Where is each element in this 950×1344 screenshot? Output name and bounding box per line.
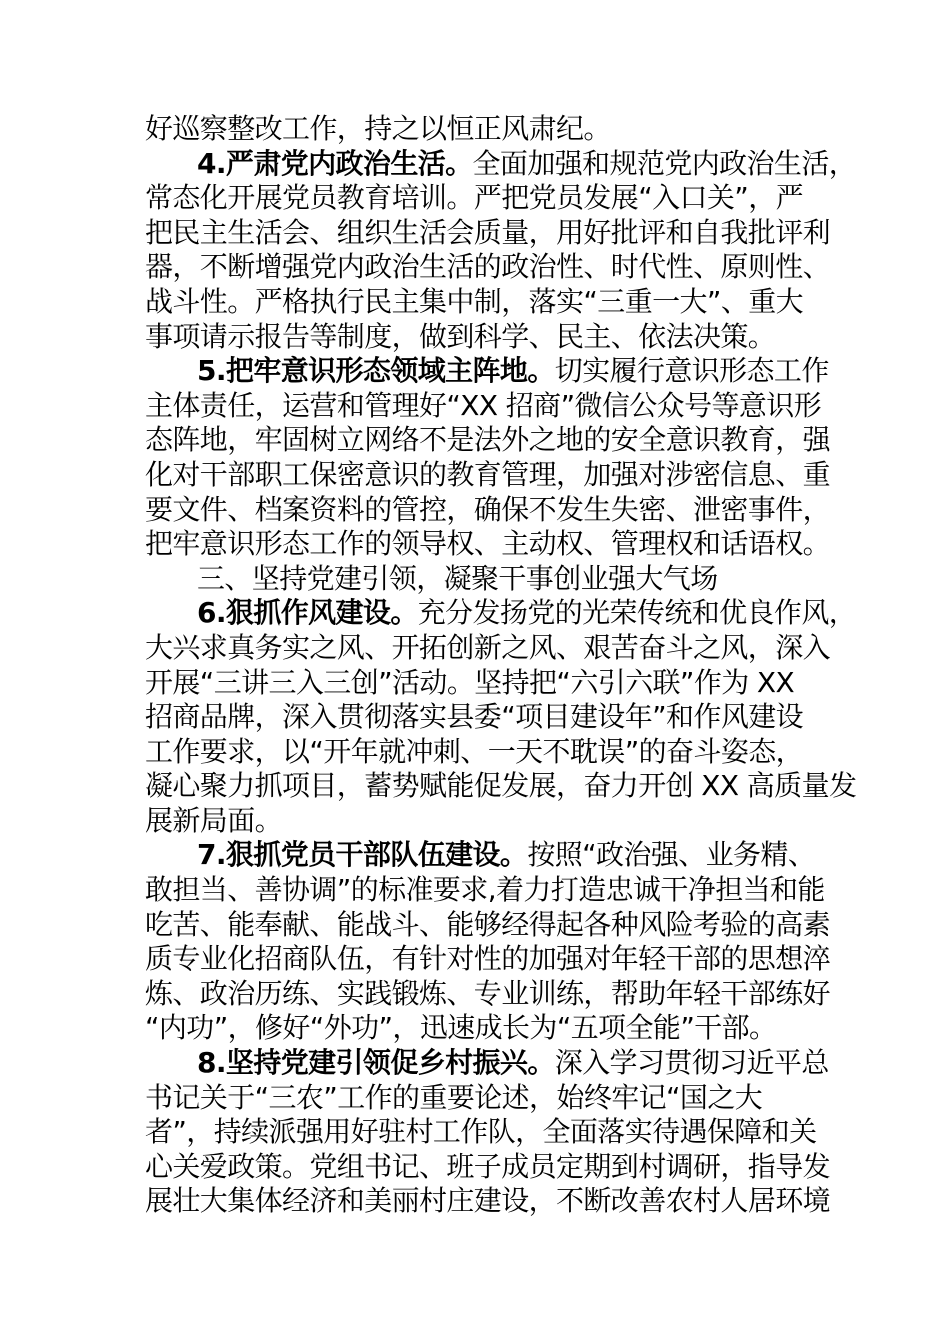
paragraph-line [145, 181, 825, 216]
chapter-heading-line [145, 562, 825, 597]
line-text: 好巡察整改工作，持之以恒正风肃纪。 [145, 112, 611, 145]
line-text: 常态化开展党员教育培训。严把党员发展“入口关”，严 [145, 181, 804, 215]
section-heading-line [145, 596, 857, 631]
line-text: 者”，持续派强用好驻村工作队，全面落实待遇保障和关 [145, 1115, 817, 1149]
line-text: 化对干部职工保密意识的教育管理，加强对涉密信息、重 [145, 457, 831, 491]
line-text: 吃苦、能奉献、能战斗、能够经得起各种风险考验的高素 [145, 907, 831, 941]
line-text: 器，不断增强党内政治生活的政治性、时代性、原则性、 [145, 250, 831, 284]
line-text: 全面加强和规范党内政治生活， [472, 146, 857, 180]
line-text: 炼、政治历练、实践锻炼、专业训练，帮助年轻干部练好 [145, 976, 831, 1010]
paragraph-line [145, 804, 825, 839]
paragraph-line [145, 769, 857, 804]
paragraph-line [145, 1149, 831, 1185]
paragraph-line [145, 1184, 831, 1219]
section-heading-line [145, 838, 825, 873]
line-text: 质专业化招商队伍，有针对性的加强对年轻干部的思想淬 [145, 942, 831, 976]
paragraph-line [145, 389, 825, 424]
paragraph-line [145, 457, 831, 493]
paragraph-line [145, 700, 825, 735]
line-text: 态阵地，牢固树立网络不是法外之地的安全意识教育，强 [145, 423, 831, 457]
line-text: “内功”，修好“外功”，迅速成长为“五项全能”干部。 [145, 1011, 777, 1045]
line-text: 事项请示报告等制度，做到科学、民主、依法决策。 [145, 319, 776, 353]
paragraph-line [145, 1115, 825, 1150]
line-text: 凝心聚力抓项目，蓄势赋能促发展，奋力开创 XX 高质量发 [145, 769, 857, 803]
line-text: 切实履行意识形态工作 [554, 354, 829, 388]
line-text: 工作要求，以“开年就冲刺、一天不耽误”的奋斗姿态， [145, 734, 804, 768]
bold-heading: 7.狠抓党员干部队伍建设。 [197, 838, 528, 872]
bold-heading: 6.狠抓作风建设。 [197, 596, 418, 630]
line-text: 要文件、档案资料的管控，确保不发生失密、泄密事件， [145, 492, 831, 526]
paragraph-line [145, 492, 831, 528]
bold-heading: 8.坚持党建引领促乡村振兴。 [197, 1046, 555, 1080]
line-text: 把牢意识形态工作的领导权、主动权、管理权和话语权。 [145, 527, 831, 561]
paragraph-line [145, 320, 825, 355]
bold-heading: 4.严肃党内政治生活。 [197, 146, 473, 180]
line-text: 敢担当、善协调”的标准要求,着力打造忠诚干净担当和能 [145, 873, 825, 907]
paragraph-line [145, 666, 825, 701]
line-text: 展壮大集体经济和美丽村庄建设，不断改善农村人居环境 [145, 1184, 831, 1218]
paragraph-line [145, 942, 831, 977]
paragraph-line [145, 976, 831, 1012]
line-text: 开展“三讲三入三创”活动。坚持把“六引六联”作为 XX [145, 665, 795, 699]
line-text: 心关爱政策。党组书记、班子成员定期到村调研，指导发 [145, 1149, 831, 1183]
paragraph-line [145, 285, 825, 320]
paragraph-line [145, 1081, 825, 1116]
paragraph-line [145, 873, 825, 908]
paragraph-line [145, 215, 831, 251]
paragraph-line [145, 112, 825, 147]
line-text: 战斗性。严格执行民主集中制，落实“三重一大”、重大 [145, 284, 804, 318]
paragraph-line [145, 735, 825, 770]
paragraph-line [145, 907, 831, 943]
bold-heading: 5.把牢意识形态领域主阵地。 [197, 354, 555, 388]
paragraph-line [145, 527, 831, 562]
line-text: 书记关于“三农”工作的重要论述，始终牢记“国之大 [145, 1080, 763, 1114]
document-body [145, 112, 857, 1219]
line-text: 展新局面。 [145, 803, 283, 837]
line-text: 主体责任，运营和管理好“XX 招商”微信公众号等意识形 [145, 388, 822, 422]
paragraph-line [145, 1011, 825, 1046]
paragraph-line [145, 423, 831, 458]
line-text: 按照“政治强、业务精、 [527, 838, 816, 872]
line-text: 大兴求真务实之风、开拓创新之风、艰苦奋斗之风，深入 [145, 630, 831, 664]
line-text: 把民主生活会、组织生活会质量，用好批评和自我批评利 [145, 215, 831, 249]
line-text: 招商品牌，深入贯彻落实县委“项目建设年”和作风建设 [145, 700, 804, 734]
line-text: 充分发扬党的光荣传统和优良作风， [417, 596, 857, 630]
chapter-heading: 三、坚持党建引领，凝聚干事创业强大气场 [197, 561, 718, 595]
line-text: 深入学习贯彻习近平总 [554, 1046, 829, 1080]
paragraph-line [145, 250, 831, 285]
section-heading-line [145, 354, 829, 389]
section-heading-line [145, 146, 857, 182]
paragraph-line [145, 630, 831, 666]
section-heading-line [145, 1046, 829, 1081]
